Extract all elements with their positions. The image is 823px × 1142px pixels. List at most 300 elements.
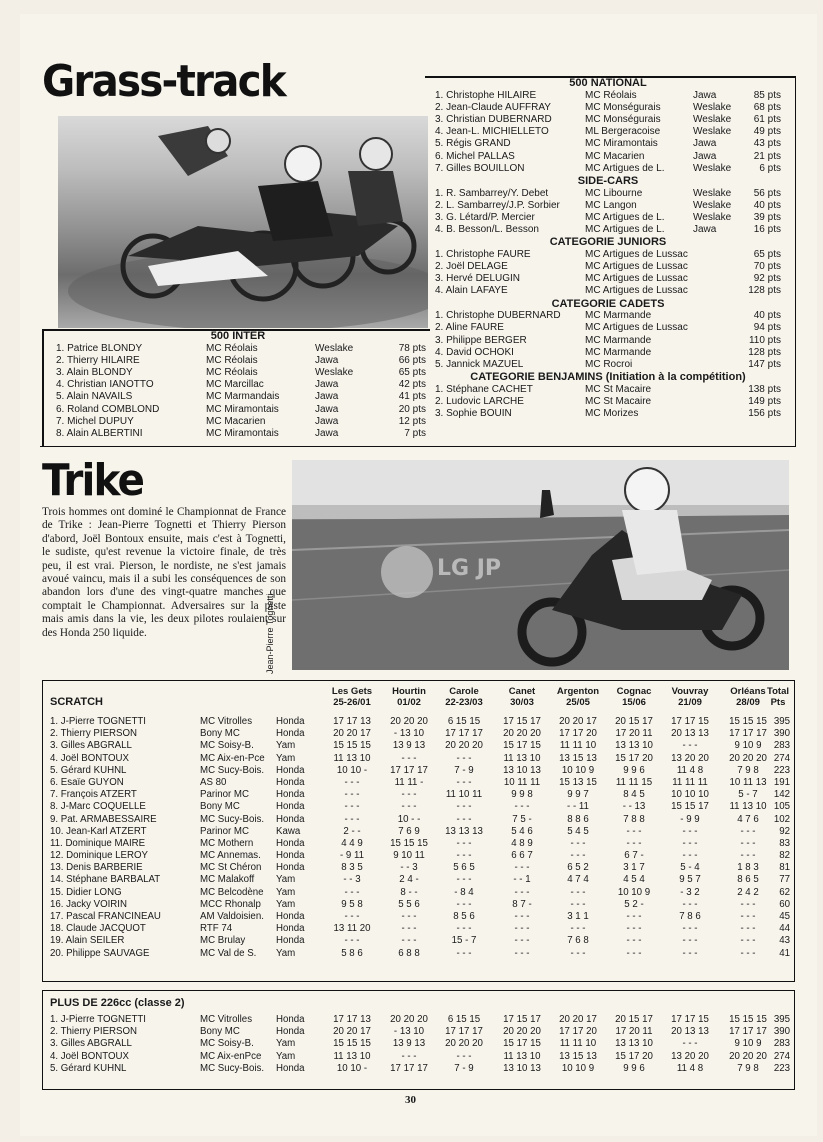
venue-date: 22-23/03 bbox=[445, 697, 483, 708]
race-score: 5 4 6 bbox=[511, 825, 533, 837]
race-score: 11 11 - bbox=[394, 776, 424, 788]
motorcycle: Yam bbox=[276, 898, 296, 910]
race-score: - - - bbox=[514, 801, 530, 813]
race-score: 20 20 20 bbox=[729, 1050, 767, 1062]
club-name: MC Artigues de Lussac bbox=[585, 261, 688, 273]
club-name: MC Mothern bbox=[200, 837, 254, 849]
box-left-edge bbox=[42, 329, 44, 446]
race-score: 17 17 17 bbox=[729, 728, 767, 740]
rider-name: 3. Gilles ABGRALL bbox=[50, 1038, 132, 1050]
scratch-row bbox=[50, 887, 790, 899]
inter-heading: 500 INTER bbox=[210, 330, 266, 342]
race-score: 17 17 15 bbox=[671, 1014, 709, 1025]
venue-name: Carole bbox=[449, 686, 479, 697]
engine: Weslake bbox=[693, 199, 732, 211]
points: 149 pts bbox=[748, 395, 781, 407]
race-score: - - 3 bbox=[400, 862, 418, 874]
race-score: 9 9 6 bbox=[623, 1062, 645, 1074]
club-name: MC Artigues de Lussac bbox=[585, 248, 688, 260]
race-score: 17 17 15 bbox=[671, 716, 709, 727]
rider-name: 4. Christian IANOTTO bbox=[56, 379, 154, 391]
race-score: - - - bbox=[740, 898, 756, 910]
rider-name: 2. Joël DELAGE bbox=[435, 261, 508, 273]
national-row bbox=[425, 163, 791, 175]
points: 85 pts bbox=[753, 89, 781, 101]
race-score: 17 15 17 bbox=[503, 716, 541, 727]
race-score: 13 9 13 bbox=[392, 1038, 426, 1050]
race-score: 5 - 7 bbox=[738, 789, 758, 801]
race-score: 11 13 10 bbox=[503, 752, 541, 764]
inter-row bbox=[50, 367, 426, 379]
race-score: - 3 2 bbox=[680, 886, 700, 898]
race-score: - - - bbox=[456, 801, 472, 813]
rider-name: 1. R. Sambarrey/Y. Debet bbox=[435, 187, 549, 199]
page-number: 30 bbox=[405, 1094, 416, 1106]
race-score: - - - bbox=[456, 752, 472, 764]
points: 156 pts bbox=[748, 408, 781, 420]
race-score: 20 20 20 bbox=[503, 728, 541, 740]
rider-name: 8. Alain ALBERTINI bbox=[56, 427, 143, 439]
race-score: 10 11 13 bbox=[729, 776, 767, 788]
race-score: 11 11 15 bbox=[615, 776, 653, 788]
race-score: - 13 10 bbox=[393, 1026, 425, 1038]
race-score: - - - bbox=[456, 813, 472, 825]
race-score: 2 4 - bbox=[399, 874, 419, 886]
race-score: 11 11 10 bbox=[559, 740, 597, 752]
rider-name: 2. Thierry PIERSON bbox=[50, 728, 138, 740]
motorcycle: Honda bbox=[276, 716, 305, 727]
race-score: 15 15 15 bbox=[333, 1038, 371, 1050]
race-score: 17 17 13 bbox=[333, 716, 371, 727]
points: 56 pts bbox=[753, 187, 781, 199]
engine: Jawa bbox=[693, 89, 717, 101]
total-points: 283 bbox=[773, 740, 790, 752]
club-name: MC Soisy-B. bbox=[200, 1038, 254, 1050]
club-name: MC St Macaire bbox=[585, 383, 652, 395]
rider-name: 6. Esaïe GUYON bbox=[50, 776, 124, 788]
motorcycle: Honda bbox=[276, 728, 305, 740]
rider-name: 3. G. Létard/P. Mercier bbox=[435, 211, 535, 223]
rider-name: 19. Alain SEILER bbox=[50, 935, 125, 947]
race-score: 20 13 13 bbox=[671, 1026, 709, 1038]
race-score: - - - bbox=[740, 825, 756, 837]
race-score: 20 15 17 bbox=[615, 716, 653, 727]
race-score: 17 17 13 bbox=[333, 1014, 371, 1025]
scratch-row bbox=[50, 765, 790, 777]
race-score: - - - bbox=[401, 923, 417, 935]
national-heading: 500 NATIONAL bbox=[569, 77, 647, 89]
venue-date: 21/09 bbox=[678, 697, 702, 708]
club-name: MC Sucy-Bois. bbox=[200, 1062, 265, 1074]
total-points: 191 bbox=[773, 776, 790, 788]
race-score: - - - bbox=[682, 825, 698, 837]
race-score: 17 17 17 bbox=[390, 1062, 428, 1074]
venue-date: 30/03 bbox=[510, 697, 534, 708]
national-row bbox=[425, 90, 791, 102]
race-score: 20 20 17 bbox=[559, 1014, 597, 1025]
rider-name: 4. Jean-L. MICHIELLETO bbox=[435, 126, 549, 138]
race-score: 20 20 20 bbox=[445, 1038, 483, 1050]
race-score: 8 4 5 bbox=[623, 789, 645, 801]
sidecars-heading: SIDE-CARS bbox=[577, 174, 639, 187]
race-score: 11 11 10 bbox=[559, 1038, 597, 1050]
points: 68 pts bbox=[753, 101, 781, 113]
total-points: 105 bbox=[773, 801, 790, 813]
race-score: 5 5 6 bbox=[398, 898, 420, 910]
race-score: - - - bbox=[344, 801, 360, 813]
race-score: - - - bbox=[514, 911, 530, 922]
plus226-table bbox=[50, 994, 790, 1075]
points: 78 pts bbox=[398, 342, 426, 354]
race-score: - - - bbox=[344, 813, 360, 825]
club-name: MC Réolais bbox=[206, 366, 258, 378]
engine: Weslake bbox=[693, 187, 732, 199]
club-name: MC Artigues de Lussac bbox=[585, 322, 688, 334]
benjamins-row bbox=[425, 408, 791, 420]
motorcycle: Honda bbox=[276, 923, 305, 935]
race-score: 11 13 10 bbox=[503, 1050, 541, 1062]
race-score: 20 20 20 bbox=[390, 1014, 428, 1025]
engine: Weslake bbox=[693, 101, 732, 113]
race-score: 13 20 20 bbox=[671, 1050, 709, 1062]
race-score: - - 1 bbox=[513, 874, 531, 886]
venue-name: Orléans bbox=[730, 686, 766, 697]
plus226-row bbox=[50, 1014, 790, 1026]
club-name: MC Brulay bbox=[200, 935, 246, 947]
club-name: MC Marmandais bbox=[206, 391, 280, 403]
race-score: 6 5 2 bbox=[567, 862, 589, 874]
race-score: 4 7 6 bbox=[737, 813, 759, 825]
scratch-header bbox=[50, 682, 790, 716]
pts-label: Pts bbox=[770, 697, 786, 708]
club-name: MC Macarien bbox=[206, 415, 266, 427]
race-score: - - - bbox=[456, 947, 472, 959]
inter-row bbox=[50, 391, 426, 403]
points: 12 pts bbox=[398, 415, 426, 427]
points: 16 pts bbox=[753, 224, 781, 236]
race-score: - - - bbox=[456, 850, 472, 862]
race-score: 7 8 8 bbox=[623, 813, 645, 825]
points: 138 pts bbox=[748, 383, 781, 395]
column-header bbox=[322, 686, 382, 708]
race-score: 9 10 9 bbox=[734, 1038, 762, 1050]
race-score: 11 10 11 bbox=[445, 789, 483, 801]
club-name: MC Réolais bbox=[585, 89, 637, 101]
race-score: 10 10 - bbox=[336, 764, 368, 776]
cadets-row bbox=[425, 322, 791, 334]
plus226-header bbox=[50, 994, 790, 1014]
race-score: 2 4 2 bbox=[737, 886, 759, 898]
race-score: 7 5 - bbox=[512, 813, 532, 825]
race-score: - - - bbox=[740, 837, 756, 849]
rider-name: 2. Ludovic LARCHE bbox=[435, 395, 524, 407]
rider-name: 12. Dominique LEROY bbox=[50, 850, 149, 862]
race-score: - - - bbox=[626, 911, 642, 922]
race-score: - - - bbox=[682, 898, 698, 910]
race-score: - 13 10 bbox=[393, 728, 425, 740]
photo-credit: Jean-Pierre Tognetti bbox=[265, 593, 275, 674]
inter-500-table bbox=[50, 330, 426, 440]
motorcycle: Yam bbox=[276, 886, 296, 898]
race-score: - - - bbox=[456, 898, 472, 910]
club-name: MC Val de S. bbox=[200, 947, 257, 959]
rider-name: 8. J-Marc COQUELLE bbox=[50, 801, 146, 813]
motorcycle: Yam bbox=[276, 740, 296, 752]
race-score: 7 9 8 bbox=[737, 1062, 759, 1074]
points: 41 pts bbox=[398, 391, 426, 403]
motorcycle: Honda bbox=[276, 801, 305, 813]
total-points: 62 bbox=[779, 886, 790, 898]
points: 66 pts bbox=[398, 354, 426, 366]
race-score: - - - bbox=[682, 1038, 698, 1050]
total-points: 102 bbox=[773, 813, 790, 825]
race-score: - - - bbox=[626, 947, 642, 959]
race-score: 20 13 13 bbox=[671, 728, 709, 740]
race-score: 2 - - bbox=[343, 825, 361, 837]
club-name: MC Marmande bbox=[585, 346, 652, 358]
club-name: MC Morizes bbox=[585, 408, 639, 420]
scratch-row bbox=[50, 789, 790, 801]
club-name: MC Monségurais bbox=[585, 101, 661, 113]
points: 20 pts bbox=[398, 403, 426, 415]
plus226-row bbox=[50, 1063, 790, 1075]
race-score: - - - bbox=[570, 886, 586, 898]
club-name: RTF 74 bbox=[200, 923, 233, 935]
race-score: - - - bbox=[344, 886, 360, 898]
race-score: - - 13 bbox=[622, 801, 646, 813]
race-score: - - - bbox=[456, 923, 472, 935]
scratch-row bbox=[50, 935, 790, 947]
race-score: - - - bbox=[456, 874, 472, 886]
race-score: 20 20 20 bbox=[729, 752, 767, 764]
venue-date: 25/05 bbox=[566, 697, 590, 708]
total-points: 45 bbox=[779, 911, 790, 922]
race-score: - - - bbox=[401, 801, 417, 813]
race-score: - - - bbox=[514, 935, 530, 947]
motorcycle: Honda bbox=[276, 1014, 305, 1025]
column-header bbox=[604, 686, 664, 708]
cadets-heading: CATEGORIE CADETS bbox=[551, 297, 665, 310]
club-name: MC Rocroi bbox=[585, 358, 633, 370]
race-score: 10 10 9 bbox=[561, 764, 595, 776]
club-name: MC Annemas. bbox=[200, 850, 261, 862]
points: 42 pts bbox=[398, 379, 426, 391]
column-header bbox=[660, 686, 720, 708]
race-score: 15 17 15 bbox=[503, 1038, 541, 1050]
scratch-rows bbox=[50, 716, 790, 960]
race-score: 20 20 17 bbox=[333, 728, 371, 740]
motorcycle: Honda bbox=[276, 837, 305, 849]
race-score: 5 - 4 bbox=[680, 862, 700, 874]
race-score: - - - bbox=[740, 850, 756, 862]
race-score: - - - bbox=[456, 1050, 472, 1062]
benjamins-row bbox=[425, 384, 791, 396]
race-score: - - - bbox=[344, 935, 360, 947]
race-score: 6 15 15 bbox=[447, 1014, 481, 1025]
race-score: - - - bbox=[514, 862, 530, 874]
race-score: - - - bbox=[626, 923, 642, 935]
motorcycle: Honda bbox=[276, 935, 305, 947]
race-score: - 9 9 bbox=[680, 813, 700, 825]
race-score: 15 15 15 bbox=[729, 716, 767, 727]
race-score: 4 5 4 bbox=[623, 874, 645, 886]
scratch-row bbox=[50, 777, 790, 789]
club-name: MC Sucy-Bois. bbox=[200, 813, 265, 825]
race-score: 13 15 13 bbox=[559, 752, 597, 764]
rider-name: 1. Patrice BLONDY bbox=[56, 342, 143, 354]
scratch-row bbox=[50, 753, 790, 765]
motorcycle: Honda bbox=[276, 789, 305, 801]
club-name: MC Artigues de L. bbox=[585, 224, 665, 236]
rider-name: 2. Aline FAURE bbox=[435, 322, 504, 334]
club-name: MC Langon bbox=[585, 199, 637, 211]
venue-date: 01/02 bbox=[397, 697, 421, 708]
engine: Jawa bbox=[315, 354, 339, 366]
points: 147 pts bbox=[748, 358, 781, 370]
club-name: Parinor MC bbox=[200, 825, 249, 837]
total-points: 81 bbox=[779, 862, 790, 874]
juniors-row bbox=[425, 273, 791, 285]
race-score: 8 - - bbox=[400, 886, 418, 898]
race-score: - - - bbox=[570, 837, 586, 849]
race-score: 7 - 9 bbox=[454, 764, 474, 776]
rider-name: 5. Gérard KUHNL bbox=[50, 764, 127, 776]
points: 49 pts bbox=[753, 126, 781, 138]
cadets-row bbox=[425, 335, 791, 347]
engine: Weslake bbox=[315, 366, 354, 378]
race-score: 10 - - bbox=[397, 813, 421, 825]
race-score: 15 17 20 bbox=[615, 752, 653, 764]
points: 40 pts bbox=[753, 310, 781, 322]
race-score: 3 1 1 bbox=[567, 911, 589, 922]
motorcycle: Kawa bbox=[276, 825, 301, 837]
points: 128 pts bbox=[748, 346, 781, 358]
race-score: 11 11 11 bbox=[672, 776, 708, 788]
total-points: 390 bbox=[773, 728, 790, 740]
points: 7 pts bbox=[404, 427, 426, 439]
total-points: 44 bbox=[779, 923, 790, 935]
race-score: 13 10 13 bbox=[503, 764, 541, 776]
race-score: 6 6 7 bbox=[511, 850, 533, 862]
rider-name: 2. Thierry HILAIRE bbox=[56, 354, 140, 366]
race-score: - - - bbox=[626, 825, 642, 837]
national-row bbox=[425, 102, 791, 114]
cadets-row bbox=[425, 310, 791, 322]
race-score: 8 3 5 bbox=[341, 862, 363, 874]
rider-name: 3. Alain BLONDY bbox=[56, 366, 133, 378]
inter-row bbox=[50, 404, 426, 416]
sidecars-row bbox=[425, 200, 791, 212]
juniors-row bbox=[425, 249, 791, 261]
rider-name: 13. Denis BARBERIE bbox=[50, 862, 143, 874]
race-score: - - - bbox=[570, 923, 586, 935]
race-score: 17 20 11 bbox=[615, 1026, 653, 1038]
rider-name: 4. Joël BONTOUX bbox=[50, 1050, 129, 1062]
total-header bbox=[764, 686, 792, 708]
venue-date: 15/06 bbox=[622, 697, 646, 708]
club-name: MC Monségurais bbox=[585, 113, 661, 125]
club-name: MC Macarien bbox=[585, 150, 645, 162]
total-points: 274 bbox=[773, 1050, 790, 1062]
points: 128 pts bbox=[748, 285, 781, 297]
motorcycle: Honda bbox=[276, 850, 305, 862]
club-name: MC Sucy-Bois. bbox=[200, 764, 265, 776]
motorcycle: Yam bbox=[276, 874, 296, 886]
engine: Jawa bbox=[315, 427, 339, 439]
club-name: MC Réolais bbox=[206, 354, 258, 366]
club-name: Bony MC bbox=[200, 728, 240, 740]
race-score: 13 13 13 bbox=[445, 825, 483, 837]
race-score: - - - bbox=[514, 886, 530, 898]
total-points: 83 bbox=[779, 837, 790, 849]
engine: Weslake bbox=[693, 113, 732, 125]
race-score: 15 15 15 bbox=[729, 1014, 767, 1025]
motorcycle: Yam bbox=[276, 1038, 296, 1050]
race-score: 17 17 20 bbox=[559, 728, 597, 740]
scratch-row bbox=[50, 923, 790, 935]
venue-date: 25-26/01 bbox=[333, 697, 371, 708]
trike-title: Trike bbox=[42, 455, 144, 506]
rider-name: 1. Christophe FAURE bbox=[435, 248, 531, 260]
rider-name: 11. Dominique MAIRE bbox=[50, 837, 146, 849]
club-name: MC Artigues de Lussac bbox=[585, 273, 688, 285]
total-points: 60 bbox=[779, 898, 790, 910]
grass-right-column bbox=[425, 77, 791, 420]
club-name: MC Belcodène bbox=[200, 886, 264, 898]
inter-row bbox=[50, 428, 426, 440]
total-points: 283 bbox=[773, 1038, 790, 1050]
motorcycle: Honda bbox=[276, 862, 305, 874]
points: 70 pts bbox=[753, 261, 781, 273]
rider-name: 5. Alain NAVAILS bbox=[56, 391, 133, 403]
scratch-row bbox=[50, 874, 790, 886]
rider-name: 5. Jannick MAZUEL bbox=[435, 358, 524, 370]
race-score: - - - bbox=[626, 837, 642, 849]
rider-name: 10. Jean-Karl ATZERT bbox=[50, 825, 147, 837]
race-score: 11 4 8 bbox=[676, 1062, 704, 1074]
sidecars-row bbox=[425, 224, 791, 236]
trike-photo-image bbox=[292, 460, 789, 670]
rider-name: 6. Michel PALLAS bbox=[435, 150, 515, 162]
rider-name: 1. J-Pierre TOGNETTI bbox=[50, 716, 146, 727]
race-score: 13 9 13 bbox=[392, 740, 426, 752]
race-score: - - - bbox=[570, 898, 586, 910]
club-name: Bony MC bbox=[200, 801, 240, 813]
engine: Jawa bbox=[315, 379, 339, 391]
motorcycle: Honda bbox=[276, 1026, 305, 1038]
race-score: - - - bbox=[344, 776, 360, 788]
juniors-heading: CATEGORIE JUNIORS bbox=[549, 236, 667, 249]
race-score: 5 4 5 bbox=[567, 825, 589, 837]
race-score: - - - bbox=[401, 789, 417, 801]
race-score: - - - bbox=[682, 740, 698, 752]
race-score: 8 8 6 bbox=[567, 813, 589, 825]
race-score: 9 9 6 bbox=[623, 764, 645, 776]
race-score: - - - bbox=[682, 947, 698, 959]
race-score: 6 7 - bbox=[624, 850, 644, 862]
scratch-row bbox=[50, 801, 790, 813]
race-score: 4 8 9 bbox=[511, 837, 533, 849]
sidecars-row bbox=[425, 212, 791, 224]
club-name: MC Marmande bbox=[585, 310, 652, 322]
race-score: 7 - 9 bbox=[454, 1062, 474, 1074]
club-name: ML Bergeracoise bbox=[585, 126, 661, 138]
club-name: AM Valdoisien. bbox=[200, 911, 264, 922]
rider-name: 3. Christian DUBERNARD bbox=[435, 113, 552, 125]
club-name: MC Aix-en-Pce bbox=[200, 752, 265, 764]
points: 110 pts bbox=[748, 334, 781, 346]
engine: Weslake bbox=[693, 126, 732, 138]
